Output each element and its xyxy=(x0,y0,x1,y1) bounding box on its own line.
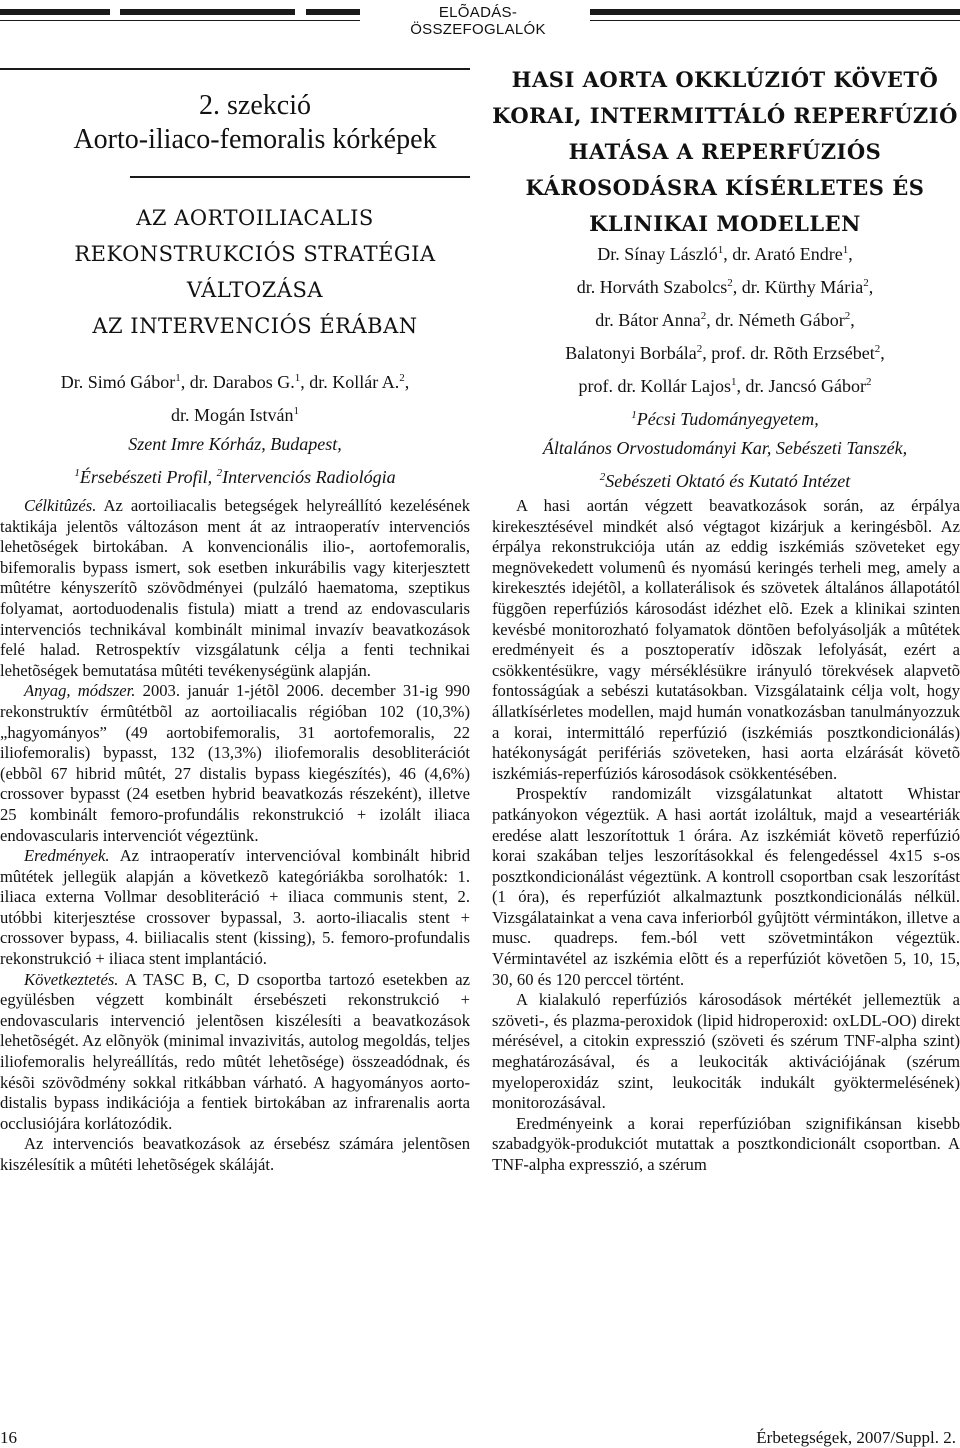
paragraph-label: Célkitûzés. xyxy=(24,496,97,515)
author-line: dr. Mogán István$^1$ xyxy=(171,405,299,425)
paragraph: Az intervenciós beavatkozások az érsebész számára jelentõsen kiszélesítik a mûtéti lehetõségek skáláját. xyxy=(0,1134,470,1174)
title-line: KLINIKAI MODELLEN xyxy=(589,211,861,236)
affiliation: $^2$Sebészeti Oktató és Kutató Intézet xyxy=(599,471,851,491)
author-line: dr. Horváth Szabolcs$^2$, dr. Kürthy Mária$^2$, xyxy=(576,277,874,297)
paragraph: Anyag, módszer. 2003. január 1-jétõl 2006. december 31-ig 990 rekonstruktív érmûtétbõl az aortoiliacalis régióban 102 (10,3%) „hagyományos” (49 aortobifemoralis, 31 aortofemoralis, 22 iliofemoralis) bypasst, 132 (13,3%) iliofemoralis desobliterációt (ebbõl 67 hibrid mûtét, 27 distalis bypass kiegészítés), 46 (4,6%) crossover bypasst (24 esetben hybrid beavatkozás részeként), illetve 25 kombinált femoro-profundális rekonstrukció + izolált iliaca endovascularis intervenciót végeztünk. xyxy=(0,681,470,845)
paragraph-label: Következtetés. xyxy=(24,969,119,989)
paragraph: Eredményeink a korai reperfúzióban szignifikánsan kisebb szabadgyök-produkciót mutattak a posztkondicionált csoportban. A TNF-alpha expresszió, a szérum xyxy=(492,1113,960,1174)
right-article-authors xyxy=(490,236,960,496)
paragraph: Célkitûzés. Az aortoiliacalis betegségek helyreállító kezelésének taktikája jelentõs változáson ment át az intraoperatív intervenciós lehetõségek birtokában. A konvencionális ilio-, aortofemoralis, bifemoralis bypass ismert, sok esetben inkurábilis vagy kiterjesztett mûtétre kényszerítõ szövõdményei (pulzáló haematoma, szeptikus folyamat, aortoduodenalis fistula) miatt a trend az endovascularis intervenciós technikával kombinált minimal invazív beavatkozások felé halad. Retrospektív vizsgálatunk célja a fenti technikai lehetõségek bemutatása mûtéti tevékenységünk alapján. xyxy=(0,496,470,680)
title-line: VÁLTOZÁSA xyxy=(186,278,324,302)
title-line: KORAI, INTERMITTÁLÓ REPERFÚZIÓ xyxy=(492,103,958,128)
header-bar xyxy=(590,9,960,15)
section-rule-bottom xyxy=(130,176,470,178)
title-line: AZ INTERVENCIÓS ÉRÁBAN xyxy=(92,314,418,338)
title-line: AZ AORTOILIACALIS xyxy=(136,206,374,230)
right-article-body xyxy=(492,496,960,1176)
paragraph-label: Anyag, módszer. xyxy=(24,681,136,701)
author-line: Balatonyi Borbála$^2$, prof. dr. Rõth Erzsébet$^2$, xyxy=(565,343,885,363)
section-title: Aorto-iliaco-femoralis kórképek xyxy=(73,124,437,155)
title-line: REKONSTRUKCIÓS STRATÉGIA xyxy=(74,242,436,266)
title-line: HATÁSA A REPERFÚZIÓS xyxy=(568,139,882,164)
journal-citation: Érbetegségek, 2007/Suppl. 2. xyxy=(756,1428,956,1447)
title-line: HASI AORTA OKKLÚZIÓT KÖVETÕ xyxy=(511,67,939,92)
header-bar xyxy=(306,9,360,15)
affiliation: Általános Orvostudományi Kar, Sebészeti Tanszék, xyxy=(542,438,908,458)
paragraph: A hasi aortán végzett beavatkozások során, az érpálya kirekesztésével mindkét alsó végtagot kizárjuk a keringésbõl. Az érpálya rekonstrukciója után az eddig iszkémiás szöveteket egy megnövekedett volumenû és nyomású keringés terheli meg, amely a kirekesztés idejétõl, a kollaterálisok és szövetek általános állapotától függõen reperfúziós károsodást idézhet elõ. Ezek a klinikai szinten kevésbé monitorozható folyamatok döntõen befolyásolják a mûtétek eredményeit és a posztoperatív idõszak lefolyását, ezért a csökkentésükre, vagy mérséklésükre irányuló törekvések alapvetõ fontosságúak a sebészi kutatásokban. Vizsgálataink célja volt, hogy állatkísérletes modellen, majd humán vonatkozásban tanulmányozzuk a korai, intermittáló reperfúzió (iszkémiás posztkondicionálás) hatékonyságát perifériás szöveteken, hasi aorta elzárását követõ iszkémiás-reperfúziós károsodások csökkentésében. xyxy=(492,496,960,783)
paragraph: A kialakuló reperfúziós károsodások mértékét jellemeztük a szöveti-, és plazma-peroxidok (lipid hidroperoxid: oxLDL-OO) direkt mérésével, a citokin expresszió (szöveti és szérum TNF-alpha szint) meghatározásával, és a leukociták aktivációjának (szérum myeloperoxidáz szint, leukociták indukált gyöktermelésének) monitorozásával. xyxy=(492,990,960,1113)
running-head: ELÕADÁS-ÖSSZEFOGLALÓK xyxy=(410,4,546,38)
author-line: Dr. Sínay László$^1$, dr. Arató Endre$^1$, xyxy=(597,244,853,264)
paragraph-label: Eredmények. xyxy=(24,846,110,866)
author-line: Dr. Simó Gábor$^1$, dr. Darabos G.$^1$, dr. Kollár A.$^2$, xyxy=(60,372,410,392)
right-article-title xyxy=(490,62,960,242)
paragraph: Prospektív randomizált vizsgálatunkat altatott Whistar patkányokon végeztük. A hasi aortát izoláltuk, majd a veseartériák eredése alatt leszorítottuk 1 órára. Az iszkémiát követõ reperfúzió korai szakában teljes leszorításokkal és felengedéssel 4x15 s-os posztkondicionálást végeztünk. A kontroll csoportban csak leszorítást (1 óra), és reperfúziót alkalmaztunk posztkondicionálás nélkül. Vizsgálatainkat a vena cava inferiorból gyûjtött vérmintákon, illetve a musc. quadreps. fem.-ból vett szövetmintákon végeztük. Vérmintavétel az iszkémia elõtt és a reperfúziót követõen 5, 10, 15, 30, 60 és 120 perccel történt. xyxy=(492,784,960,989)
header-rule xyxy=(590,20,960,21)
affiliation: Szent Imre Kórház, Budapest, xyxy=(128,434,342,454)
section-rule-top xyxy=(0,68,470,70)
author-line: prof. dr. Kollár Lajos$^1$, dr. Jancsó Gábor$^2$ xyxy=(578,376,872,396)
title-line: KÁROSODÁSRA KÍSÉRLETES ÉS xyxy=(525,175,925,200)
page-number: 16 xyxy=(0,1428,17,1447)
section-number: 2. szekció xyxy=(199,90,311,121)
header-rule xyxy=(0,20,360,21)
paragraph: Következtetés. A TASC B, C, D csoportba tartozó esetekben az együlésben végzett kombinált érsebészeti rekonstrukció + endovascularis intervenció jelentõsen kiszélesíti a beavatkozások lehetõségét. Az elõnyök (minimal invazivitás, autolog megoldás, teljes iliofemoralis helyreállítás, redo mûtét lehetõsége) összeadódnak, és késõi szövõdmény sokkal ritkábban várható. A hagyományos aorto-distalis bypass indikációja a fentiek birtokában az infrarenalis aorta occlusiójára korlátozódik. xyxy=(0,969,470,1133)
affiliation: $^1$Pécsi Tudományegyetem, xyxy=(631,409,819,429)
affiliation: $^1$Érsebészeti Profil, $^2$Intervenciós Radiológia xyxy=(74,467,396,487)
header-bar xyxy=(0,9,110,15)
left-article-title xyxy=(30,200,480,344)
left-article-body xyxy=(0,496,470,1176)
header-bar xyxy=(120,9,295,15)
author-line: dr. Bátor Anna$^2$, dr. Németh Gábor$^2$, xyxy=(595,310,855,330)
left-article-authors xyxy=(20,364,450,492)
paragraph: Eredmények. Az intraoperatív intervencióval kombinált hibrid mûtétek jellegük alapján a következõ kategóriákba sorolhatók: 1. iliaca externa Vollmar desobliteráció + iliaca communis stent, 2. utóbbi kiterjesztése crossover bypassal, 3. aorto-iliacalis stent + crossover bypass, 4. biiliacalis stent (kissing), 5. femoro-profundalis rekonstrukció + iliaca stent implantáció. xyxy=(0,846,470,969)
